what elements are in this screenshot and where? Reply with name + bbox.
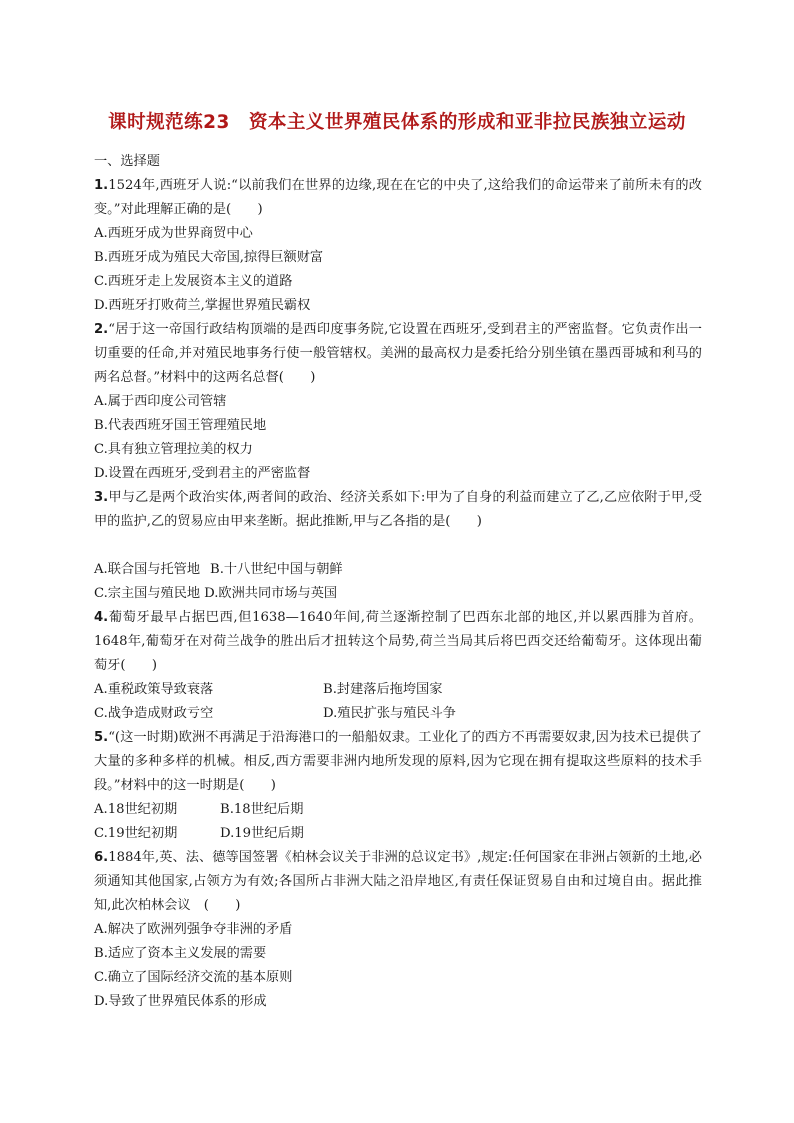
question-text: 葡萄牙最早占据巴西,但1638—1640年间,荷兰逐渐控制了巴西东北部的地区,并以累西腓为首府。1648年,葡萄牙在对荷兰战争的胜出后才扭转这个局势,荷兰当局其后将巴西交还给葡萄牙。这体现出葡萄牙( ) <box>94 610 702 673</box>
option-b: B.十八世纪中国与朝鲜 <box>210 562 343 577</box>
option-c: C.确立了国际经济交流的基本原则 <box>94 970 293 985</box>
question-text: “(这一时期)欧洲不再满足于沿海港口的一船船奴隶。工业化了的西方不再需要奴隶,因为技术已提供了大量的多种多样的机械。相反,西方需要非洲内地所发现的原料,因为它现在拥有提取这些原料的技术手段。”材料中的这一时期是( ) <box>94 730 702 793</box>
option-a: A.西班牙成为世界商贸中心 <box>94 226 253 241</box>
option-d: D.设置在西班牙,受到君主的严密监督 <box>94 466 311 481</box>
question-stem <box>94 606 702 678</box>
question-number: 3. <box>94 490 109 505</box>
answer-space <box>94 534 702 558</box>
option-d: D.西班牙打败荷兰,掌握世界殖民霸权 <box>94 298 311 313</box>
option-b: B.代表西班牙国王管理殖民地 <box>94 418 267 433</box>
question-text: “居于这一帝国行政结构顶端的是西印度事务院,它设置在西班牙,受到君主的严密监督。它负责作出一切重要的任命,并对殖民地事务行使一般管辖权。美洲的最高权力是委托给分别坐镇在墨西哥城和利马的两名总督。”材料中的这两名总督( ) <box>94 322 702 385</box>
option-d: D.19世纪后期 <box>220 826 304 841</box>
question-1 <box>94 174 702 318</box>
option-c: C.19世纪初期 <box>94 826 178 841</box>
question-6 <box>94 846 702 1014</box>
option-a: A.属于西印度公司管辖 <box>94 394 227 409</box>
option-d: D.导致了世界殖民体系的形成 <box>94 994 267 1009</box>
question-text: 1884年,英、法、德等国签署《柏林会议关于非洲的总议定书》,规定:任何国家在非洲占领新的土地,必须通知其他国家,占领方为有效;各国所占非洲大陆之沿岸地区,有责任保证贸易自由和过境自由。据此推知,此次柏林会议 ( ) <box>94 850 702 913</box>
option-b: B.18世纪后期 <box>220 802 304 817</box>
option-a: A.联合国与托管地 <box>94 562 201 577</box>
option-a: A.重税政策导致衰落 <box>94 682 214 697</box>
question-stem <box>94 486 702 534</box>
question-5 <box>94 726 702 846</box>
question-number: 5. <box>94 730 109 745</box>
question-number: 6. <box>94 850 109 865</box>
option-c: C.西班牙走上发展资本主义的道路 <box>94 274 293 289</box>
option-a: A.18世纪初期 <box>94 802 178 817</box>
option-d: D.欧洲共同市场与英国 <box>204 586 338 601</box>
option-row <box>94 798 702 822</box>
option-a: A.解决了欧洲列强争夺非洲的矛盾 <box>94 922 293 937</box>
question-2 <box>94 318 702 486</box>
option-b: B.西班牙成为殖民大帝国,掠得巨额财富 <box>94 250 324 265</box>
question-text: 甲与乙是两个政治实体,两者间的政治、经济关系如下:甲为了自身的利益而建立了乙,乙应依附于甲,受甲的监护,乙的贸易应由甲来垄断。据此推断,甲与乙各指的是( ) <box>94 490 702 529</box>
question-stem <box>94 174 702 222</box>
question-number: 1. <box>94 178 109 193</box>
option-row <box>94 558 702 582</box>
question-3 <box>94 486 702 606</box>
question-stem <box>94 726 702 798</box>
question-stem <box>94 318 702 390</box>
option-row <box>94 822 702 846</box>
option-row <box>94 582 702 606</box>
question-number: 2. <box>94 322 109 337</box>
option-c: C.具有独立管理拉美的权力 <box>94 442 253 457</box>
option-d: D.殖民扩张与殖民斗争 <box>323 706 456 721</box>
page-title: 课时规范练23 资本主义世界殖民体系的形成和亚非拉民族独立运动 <box>108 112 686 133</box>
question-text: 1524年,西班牙人说:“以前我们在世界的边缘,现在在它的中央了,这给我们的命运带来了前所未有的改变。”对此理解正确的是( ) <box>94 178 702 217</box>
question-4 <box>94 606 702 726</box>
question-list <box>94 150 702 1014</box>
option-b: B.适应了资本主义发展的需要 <box>94 946 267 961</box>
option-row <box>94 702 702 726</box>
question-number: 4. <box>94 610 109 625</box>
section-heading: 一、选择题 <box>94 154 160 169</box>
option-row <box>94 678 702 702</box>
option-b: B.封建落后拖垮国家 <box>323 682 443 697</box>
option-c: C.宗主国与殖民地 <box>94 586 201 601</box>
option-c: C.战争造成财政亏空 <box>94 706 214 721</box>
question-stem <box>94 846 702 918</box>
